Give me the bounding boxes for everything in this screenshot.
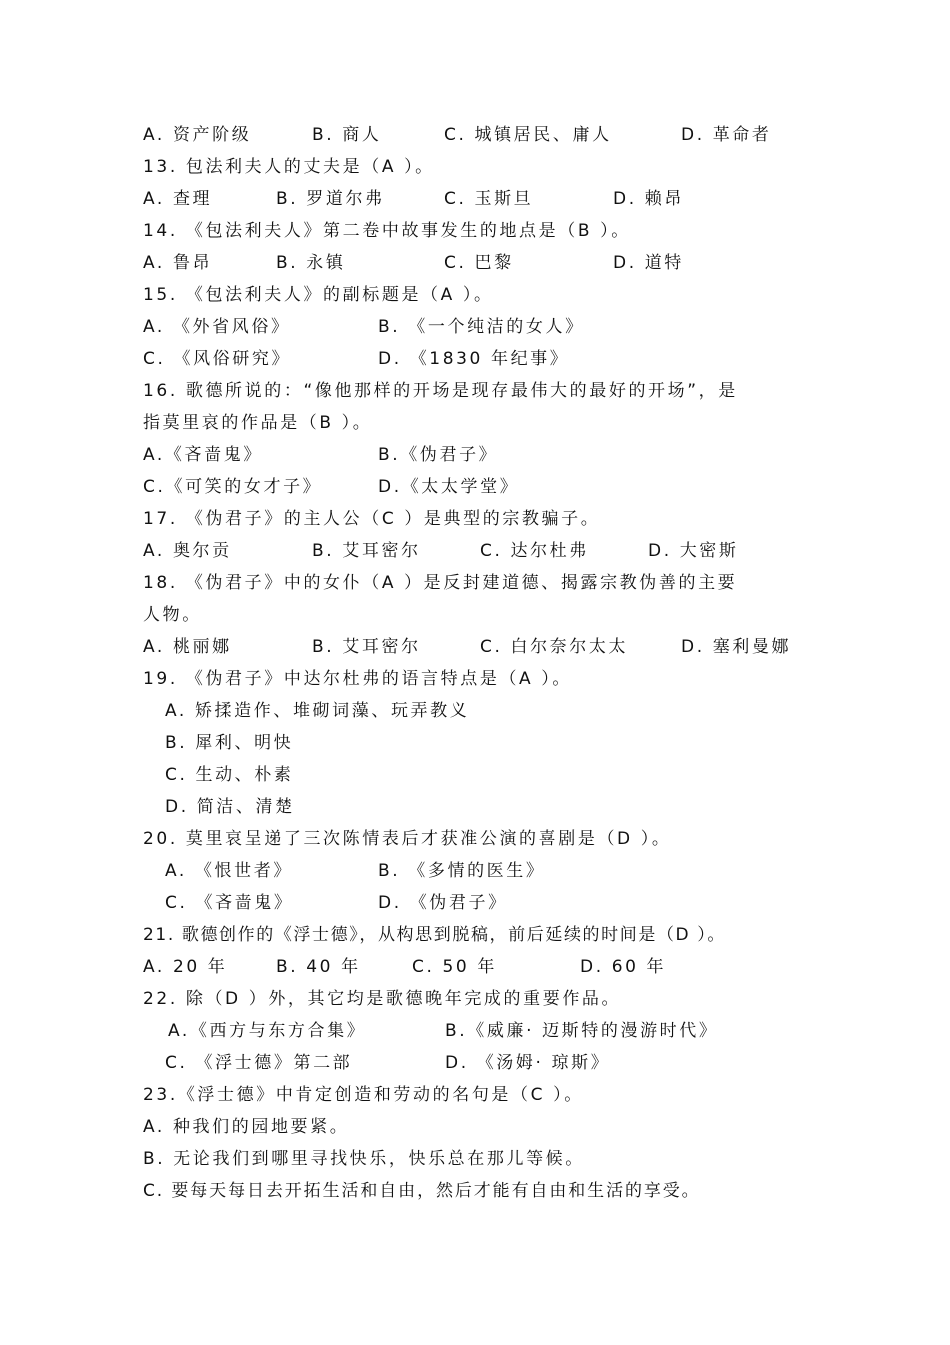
question-text: 18. 《伪君子》中的女仆（A ）是反封建道德、揭露宗教伪善的主要 [143, 573, 738, 593]
option-d: D.《太太学堂》 [378, 477, 520, 497]
option-b: B.《伪君子》 [378, 445, 499, 465]
option-c: C. 玉斯旦 [444, 189, 534, 209]
option-c: C. 白尔奈尔太太 [480, 637, 629, 657]
option-d: D. 大密斯 [648, 541, 739, 561]
option-a: A. 资产阶级 [143, 125, 252, 145]
question-text: 13. 包法利夫人的丈夫是（A ）。 [143, 157, 435, 177]
option-b: B. 犀利、明快 [165, 733, 294, 753]
option-a: A. 矫揉造作、堆砌词藻、玩弄教义 [165, 701, 470, 721]
option-b: B. 《多情的医生》 [378, 861, 546, 881]
option-c: C. 城镇居民、庸人 [444, 125, 612, 145]
option-c: C.《可笑的女才子》 [143, 477, 323, 497]
option-c: C. 《风俗研究》 [143, 349, 292, 369]
question-text: 16. 歌德所说的：“像他那样的开场是现存最伟大的最好的开场”，是 [143, 381, 738, 401]
option-d: D. 革命者 [681, 125, 772, 145]
question-text: 14. 《包法利夫人》第二卷中故事发生的地点是（B ）。 [143, 221, 631, 241]
question-text: 22. 除（D ）外，其它均是歌德晚年完成的重要作品。 [143, 989, 622, 1009]
option-d: D. 道特 [613, 253, 684, 273]
option-a: A. 查理 [143, 189, 213, 209]
question-text: 21. 歌德创作的《浮士德》，从构思到脱稿，前后延续的时间是（D ）。 [143, 925, 726, 945]
option-d: D. 塞利曼娜 [681, 637, 792, 657]
option-a: A. 桃丽娜 [143, 637, 232, 657]
option-c: C. 50 年 [412, 957, 497, 977]
option-b: B. 永镇 [276, 253, 346, 273]
option-a: A. 奥尔贡 [143, 541, 232, 561]
option-d: D. 简洁、清楚 [165, 797, 295, 817]
question-text: 20. 莫里哀呈递了三次陈情表后才获准公演的喜剧是（D ）。 [143, 829, 672, 849]
option-a: A.《西方与东方合集》 [168, 1021, 367, 1041]
option-b: B. 艾耳密尔 [312, 637, 421, 657]
option-c: C. 生动、朴素 [165, 765, 294, 785]
option-d: D. 60 年 [580, 957, 667, 977]
option-c: C. 达尔杜弗 [480, 541, 589, 561]
option-d: D. 赖昂 [613, 189, 684, 209]
option-b: B. 罗道尔弗 [276, 189, 385, 209]
option-d: D. 《汤姆· 琼斯》 [445, 1053, 611, 1073]
question-text: 15. 《包法利夫人》的副标题是（A ）。 [143, 285, 494, 305]
option-b: B. 艾耳密尔 [312, 541, 421, 561]
option-a: A. 《外省风俗》 [143, 317, 291, 337]
option-a: A. 20 年 [143, 957, 228, 977]
option-a: A. 鲁昂 [143, 253, 213, 273]
option-b: B. 无论我们到哪里寻找快乐，快乐总在那儿等候。 [143, 1149, 585, 1169]
option-b: B.《威廉· 迈斯特的漫游时代》 [445, 1021, 719, 1041]
option-d: D. 《1830 年纪事》 [378, 349, 570, 369]
option-c: C. 《浮士德》第二部 [165, 1053, 353, 1073]
option-b: B. 商人 [312, 125, 382, 145]
option-b: B. 《一个纯洁的女人》 [378, 317, 585, 337]
option-d: D. 《伪君子》 [378, 893, 508, 913]
option-a: A. 种我们的园地要紧。 [143, 1117, 350, 1137]
question-text: 指莫里哀的作品是（B ）。 [143, 413, 373, 433]
question-text: 17. 《伪君子》的主人公（C ）是典型的宗教骗子。 [143, 509, 601, 529]
question-text: 23.《浮士德》中肯定创造和劳动的名句是（C ）。 [143, 1085, 584, 1105]
question-text: 人物。 [143, 605, 202, 625]
option-c: C. 《吝啬鬼》 [165, 893, 294, 913]
option-a: A. 《恨世者》 [165, 861, 293, 881]
option-c: C. 巴黎 [444, 253, 514, 273]
question-text: 19. 《伪君子》中达尔杜弗的语言特点是（A ）。 [143, 669, 572, 689]
option-c: C. 要每天每日去开拓生活和自由，然后才能有自由和生活的享受。 [143, 1181, 701, 1201]
option-a: A.《吝啬鬼》 [143, 445, 263, 465]
option-b: B. 40 年 [276, 957, 361, 977]
